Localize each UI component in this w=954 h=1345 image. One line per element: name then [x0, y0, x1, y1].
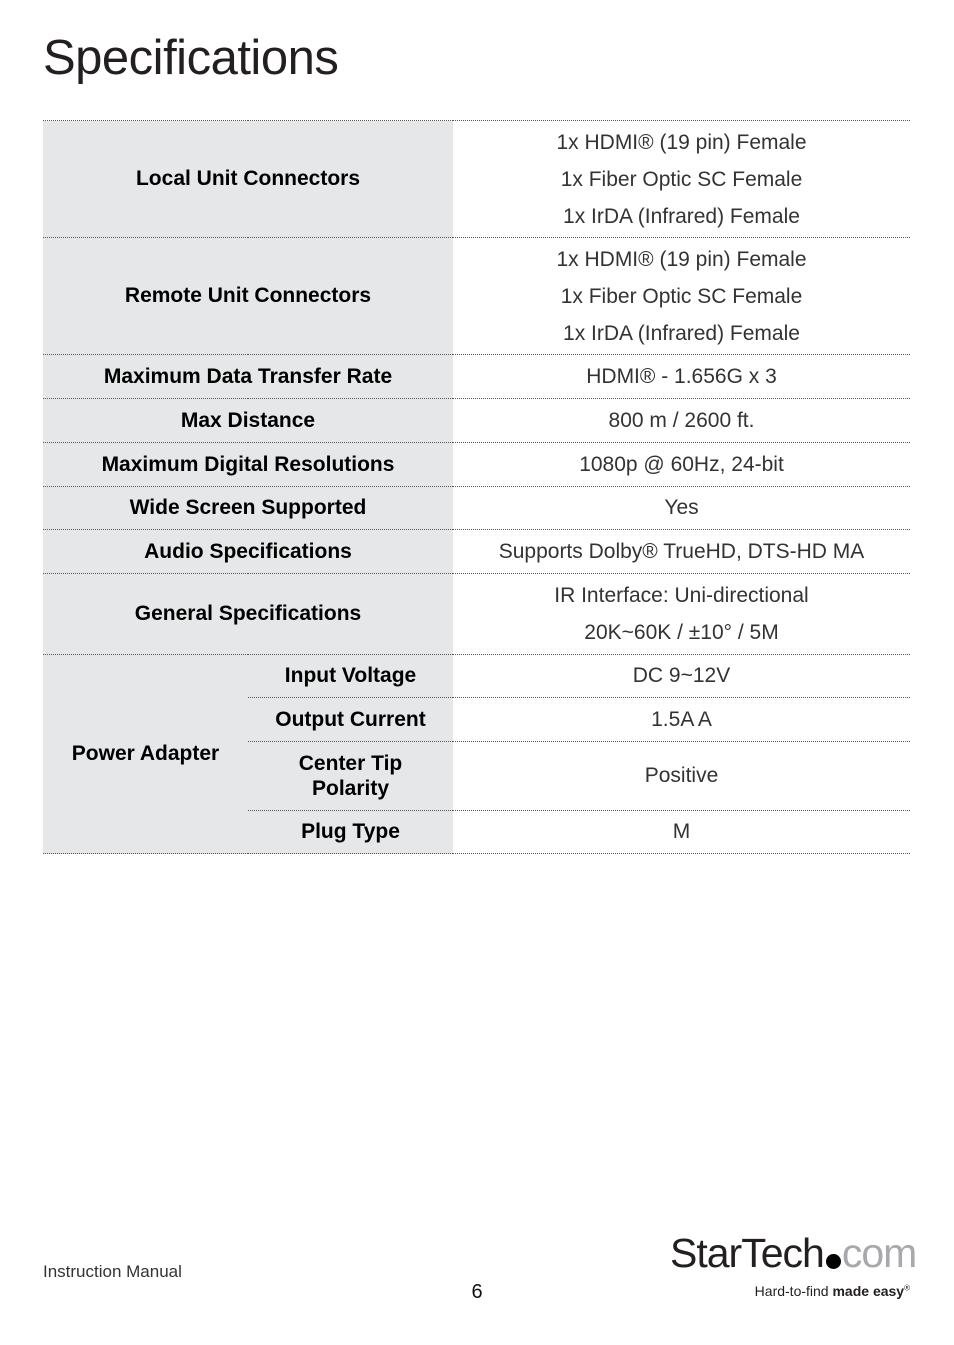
spec-sub-label — [248, 742, 453, 811]
logo-brand-text: StarTech — [670, 1230, 824, 1276]
logo-tagline — [755, 1283, 910, 1299]
table-row — [43, 574, 910, 655]
spec-value: Supports Dolby® TrueHD, DTS-HD MA — [453, 530, 910, 574]
spec-sub-label-line: Polarity — [311, 777, 390, 800]
spec-sub-label-line: Center Tip — [298, 752, 403, 775]
spec-value — [453, 121, 910, 238]
logo-tagline-regular: Hard-to-find — [754, 1283, 833, 1299]
spec-value-line: 1x Fiber Optic SC Female — [560, 284, 803, 308]
spec-label: Maximum Data Transfer Rate — [43, 355, 453, 399]
specifications-table — [43, 120, 910, 854]
spec-value: 1.5A A — [453, 698, 910, 742]
spec-label: General Specifications — [43, 574, 453, 655]
spec-label: Wide Screen Supported — [43, 487, 453, 530]
spec-value: DC 9~12V — [453, 655, 910, 698]
page-title: Specifications — [43, 31, 339, 85]
spec-value-line: 20K~60K / ±10° / 5M — [584, 621, 779, 644]
spec-value: HDMI® - 1.656G x 3 — [453, 355, 910, 399]
table-row — [43, 121, 910, 238]
spec-label: Max Distance — [43, 399, 453, 443]
spec-label: Remote Unit Connectors — [43, 238, 453, 355]
logo-tagline-mark: ® — [904, 1283, 910, 1293]
table-row — [43, 655, 910, 698]
table-row — [43, 355, 910, 399]
logo-suffix-text: com — [841, 1230, 917, 1276]
spec-value-line: 1x Fiber Optic SC Female — [560, 167, 803, 191]
spec-value — [453, 574, 910, 655]
spec-value: M — [453, 811, 910, 854]
logo-wordmark — [670, 1230, 916, 1277]
table-row — [43, 530, 910, 574]
table-row — [43, 443, 910, 487]
spec-sub-label: Output Current — [248, 698, 453, 742]
spec-value: Positive — [453, 742, 910, 811]
spec-value-line: IR Interface: Uni-directional — [554, 584, 809, 607]
spec-label: Audio Specifications — [43, 530, 453, 574]
power-adapter-label: Power Adapter — [43, 655, 248, 854]
spec-value — [453, 238, 910, 355]
spec-label: Maximum Digital Resolutions — [43, 443, 453, 487]
table-row — [43, 487, 910, 530]
spec-sub-label: Input Voltage — [248, 655, 453, 698]
spec-value-line: 1x HDMI® (19 pin) Female — [556, 130, 807, 154]
table-row — [43, 399, 910, 443]
spec-value: 1080p @ 60Hz, 24-bit — [453, 443, 910, 487]
table-row — [43, 238, 910, 355]
startech-logo — [670, 1230, 917, 1310]
spec-value-line: 1x IrDA (Infrared) Female — [563, 204, 800, 228]
spec-value-line: 1x HDMI® (19 pin) Female — [556, 247, 807, 271]
logo-tagline-bold: made easy — [832, 1283, 905, 1299]
footer-document-type: Instruction Manual — [43, 1262, 182, 1281]
spec-value: Yes — [453, 487, 910, 530]
logo-dot-icon — [826, 1254, 841, 1269]
spec-value-line: 1x IrDA (Infrared) Female — [563, 321, 800, 345]
spec-sub-label: Plug Type — [248, 811, 453, 854]
page-number: 6 — [471, 1281, 483, 1303]
spec-value: 800 m / 2600 ft. — [453, 399, 910, 443]
spec-label: Local Unit Connectors — [43, 121, 453, 238]
